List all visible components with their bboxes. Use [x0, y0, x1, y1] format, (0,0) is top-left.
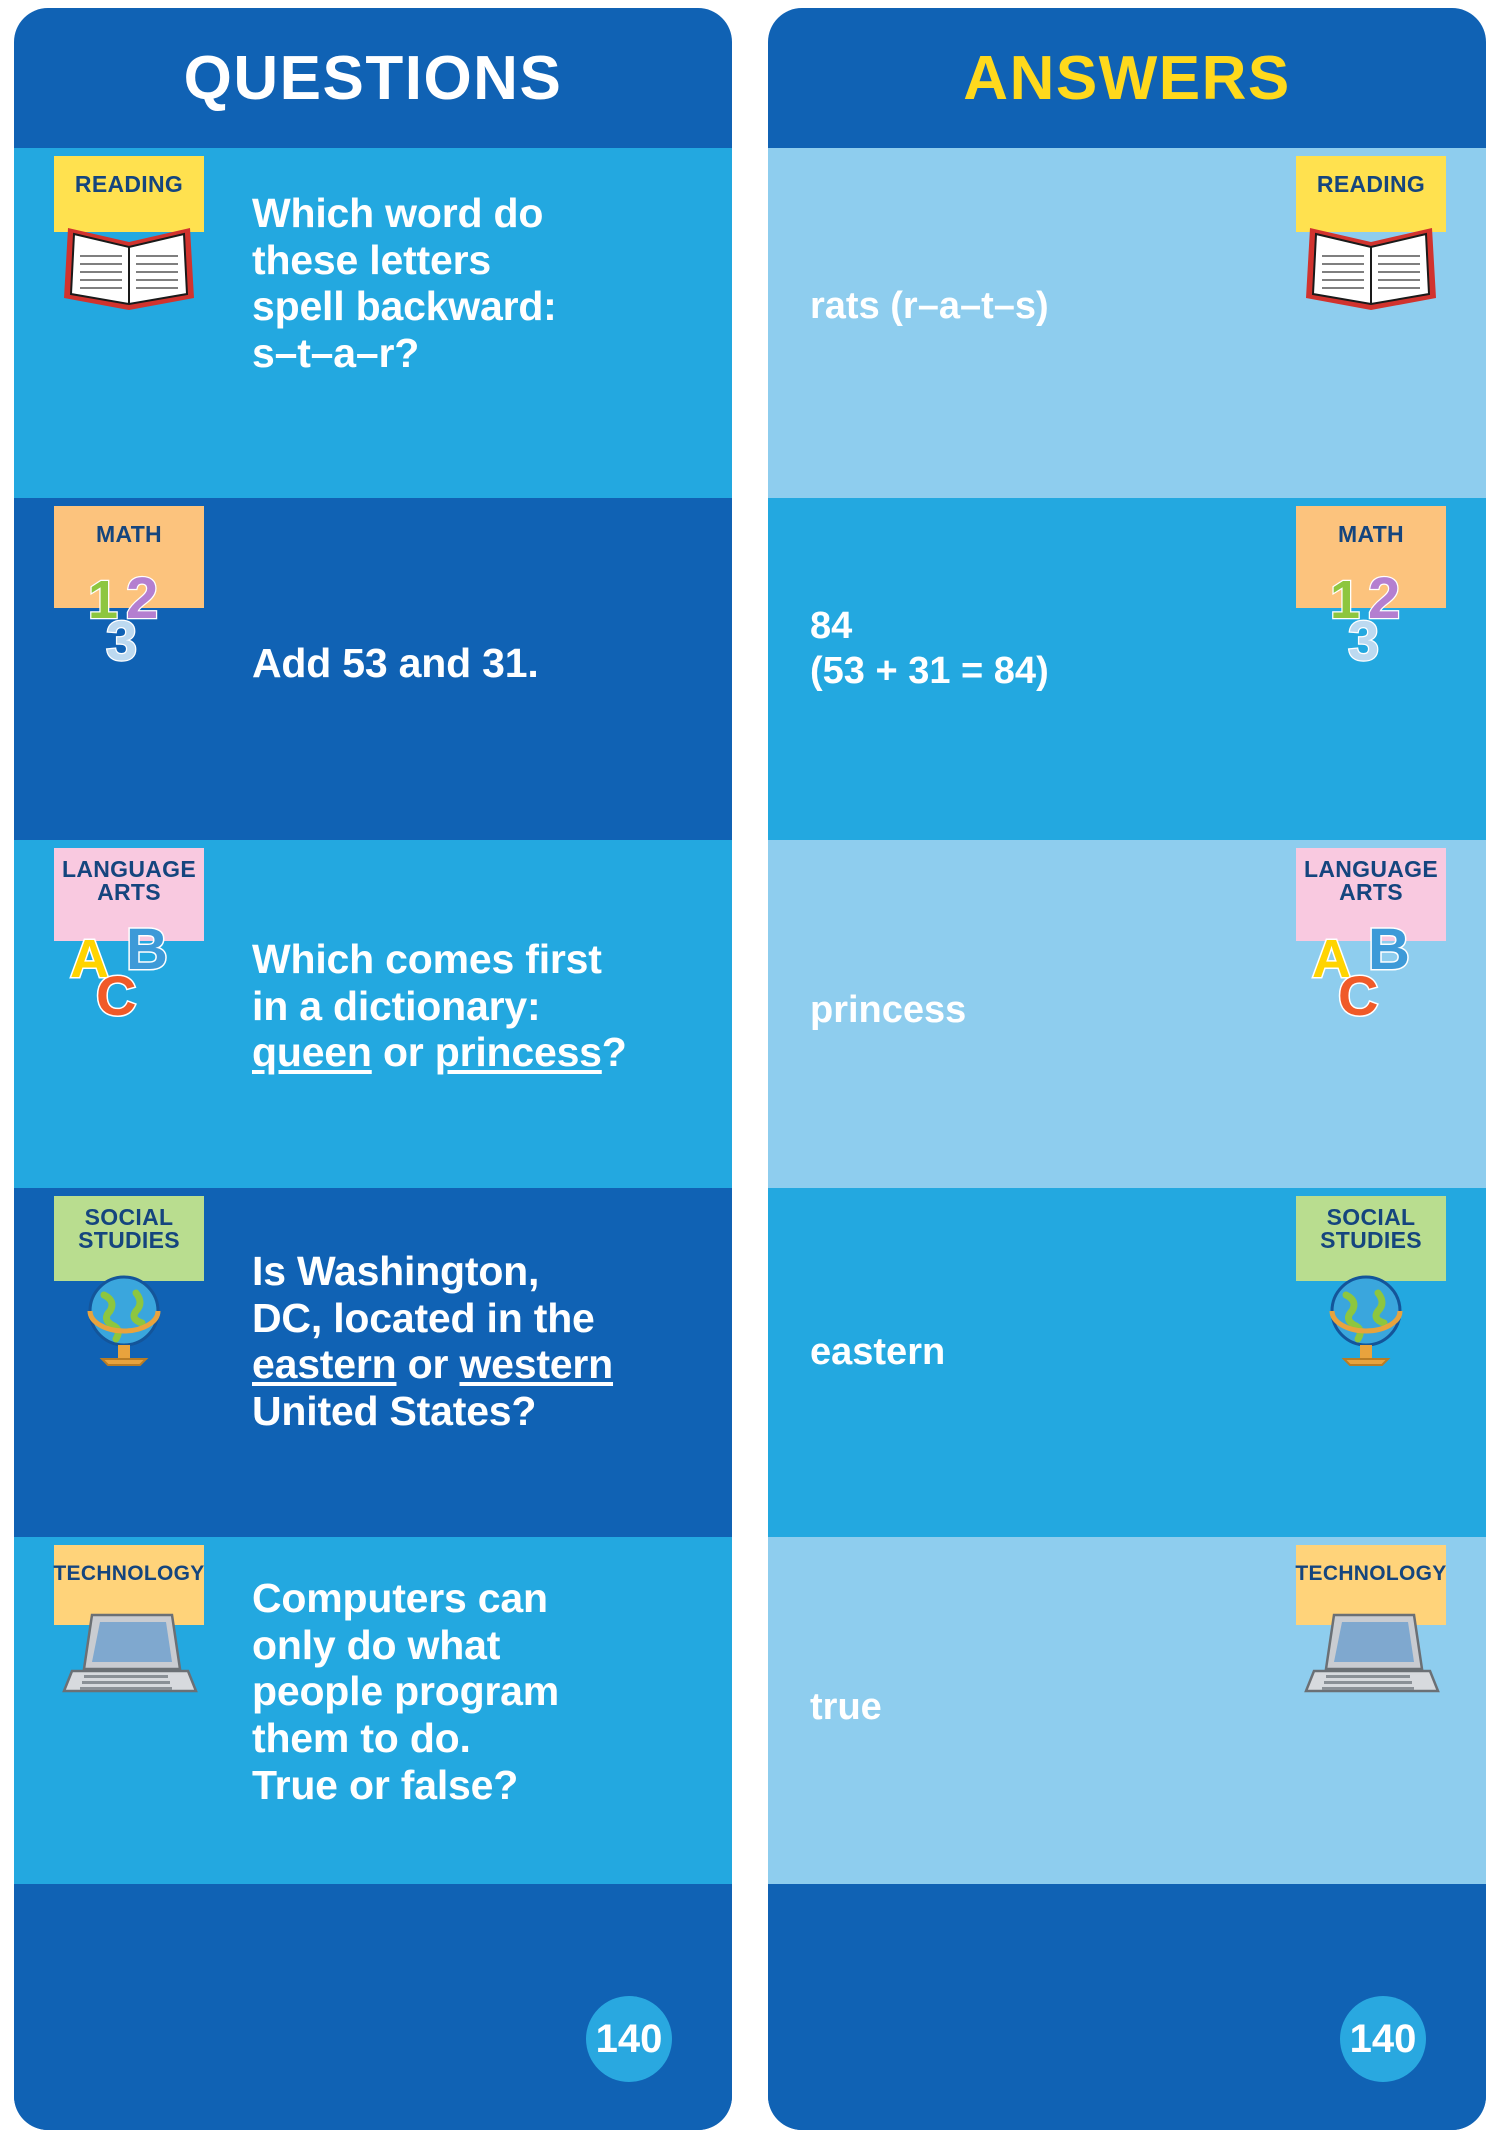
questions-footer [14, 1920, 732, 2130]
svg-text:B: B [1368, 916, 1410, 982]
svg-text:B: B [126, 916, 168, 982]
answers-footer [768, 1920, 1486, 2130]
svg-text:1: 1 [1330, 570, 1361, 630]
subject-tag-technology [1296, 1537, 1446, 1709]
question-line: s–t–a–r? [252, 330, 420, 377]
subject-tag-reading [1296, 148, 1446, 320]
question-line: DC, located in the [252, 1294, 595, 1341]
question-text-technology [252, 1575, 706, 1809]
subject-tag-label: READING [74, 171, 184, 198]
question-line: queen or princess? [252, 1029, 627, 1076]
svg-text:C: C [96, 963, 137, 1021]
svg-text:2: 2 [126, 566, 159, 631]
answer-row-math [768, 498, 1486, 840]
question-line: Add 53 and 31. [252, 640, 539, 686]
svg-text:3: 3 [106, 609, 138, 670]
subject-tag-label: LANGUAGE ARTS [1303, 856, 1438, 906]
answer-row-reading [768, 148, 1486, 498]
question-line: in a dictionary: [252, 982, 541, 1029]
answers-card [768, 8, 1486, 2130]
questions-card [14, 8, 732, 2130]
question-line: Is Washington, [252, 1248, 540, 1294]
question-text-reading [252, 190, 706, 377]
letters-abc-icon [1296, 911, 1446, 1021]
subject-tag-reading [54, 148, 204, 320]
question-row-math [14, 498, 732, 840]
svg-text:A: A [70, 928, 109, 989]
answer-line: eastern [810, 1331, 946, 1373]
answer-row-language-arts [768, 840, 1486, 1188]
subject-tag-label: SOCIAL STUDIES [78, 1204, 180, 1254]
open-book-icon [54, 210, 204, 320]
svg-text:C: C [1338, 963, 1379, 1021]
answer-line: rats (r–a–t–s) [810, 285, 1049, 327]
answer-row-technology [768, 1537, 1486, 1884]
answer-row-social-studies [768, 1188, 1486, 1537]
question-row-language-arts [14, 840, 732, 1188]
svg-text:3: 3 [1348, 609, 1380, 670]
answers-rows [768, 148, 1486, 1920]
subject-tag-technology [54, 1537, 204, 1709]
question-line: Which word do [252, 190, 544, 236]
question-line: eastern or western [252, 1341, 614, 1388]
subject-tag-math [54, 498, 204, 670]
question-line: spell backward: [252, 283, 557, 330]
subject-tag-social-studies [54, 1188, 204, 1369]
subject-tag-social-studies [1296, 1188, 1446, 1369]
question-text-social-studies [252, 1248, 706, 1435]
answer-text-language-arts [810, 988, 1236, 1033]
laptop-icon [54, 1599, 204, 1709]
subject-tag-label: SOCIAL STUDIES [1320, 1204, 1422, 1254]
subject-tag-math [1296, 498, 1446, 670]
answers-title: ANSWERS [963, 43, 1291, 113]
subject-tag-label: READING [1316, 171, 1426, 198]
answers-card-header [768, 8, 1486, 148]
answer-text-social-studies [810, 1330, 1236, 1375]
subject-tag-label: LANGUAGE ARTS [61, 856, 196, 906]
question-line: these letters [252, 236, 491, 283]
question-line: True or false? [252, 1761, 519, 1808]
question-line: Computers can [252, 1575, 548, 1621]
laptop-icon [1296, 1599, 1446, 1709]
svg-text:2: 2 [1368, 566, 1401, 631]
subject-tag-label: TECHNOLOGY [53, 1562, 205, 1586]
svg-text:A: A [1312, 928, 1351, 989]
subject-tag-language-arts [54, 840, 204, 1021]
answer-text-technology [810, 1685, 1236, 1730]
page-number-questions: 140 [586, 1996, 672, 2082]
letters-abc-icon [54, 911, 204, 1021]
question-line: them to do. [252, 1715, 471, 1762]
answer-line: true [810, 1686, 882, 1728]
subject-tag-label: MATH [96, 521, 162, 548]
globe-icon [54, 1259, 204, 1369]
subject-tag-label: TECHNOLOGY [1295, 1562, 1447, 1586]
answer-line: 84 [810, 605, 853, 647]
questions-card-header [14, 8, 732, 148]
question-text-math [252, 640, 706, 687]
question-line: United States? [252, 1388, 537, 1435]
questions-title: QUESTIONS [183, 43, 563, 113]
page-number-answers: 140 [1340, 1996, 1426, 2082]
question-line: only do what [252, 1621, 501, 1668]
questions-rows [14, 148, 732, 1920]
answer-text-math [810, 604, 1236, 694]
answer-text-reading [810, 284, 1236, 329]
question-line: Which comes first [252, 936, 602, 982]
question-row-social-studies [14, 1188, 732, 1537]
question-line: people program [252, 1668, 560, 1715]
subject-tag-language-arts [1296, 840, 1446, 1021]
question-row-reading [14, 148, 732, 498]
answer-line: (53 + 31 = 84) [810, 649, 1049, 692]
question-text-language-arts [252, 936, 706, 1076]
numbers-123-icon [1296, 560, 1446, 670]
open-book-icon [1296, 210, 1446, 320]
subject-tag-label: MATH [1338, 521, 1404, 548]
numbers-123-icon [54, 560, 204, 670]
answer-line: princess [810, 989, 967, 1031]
question-row-technology [14, 1537, 732, 1884]
svg-text:1: 1 [88, 570, 119, 630]
globe-icon [1296, 1259, 1446, 1369]
